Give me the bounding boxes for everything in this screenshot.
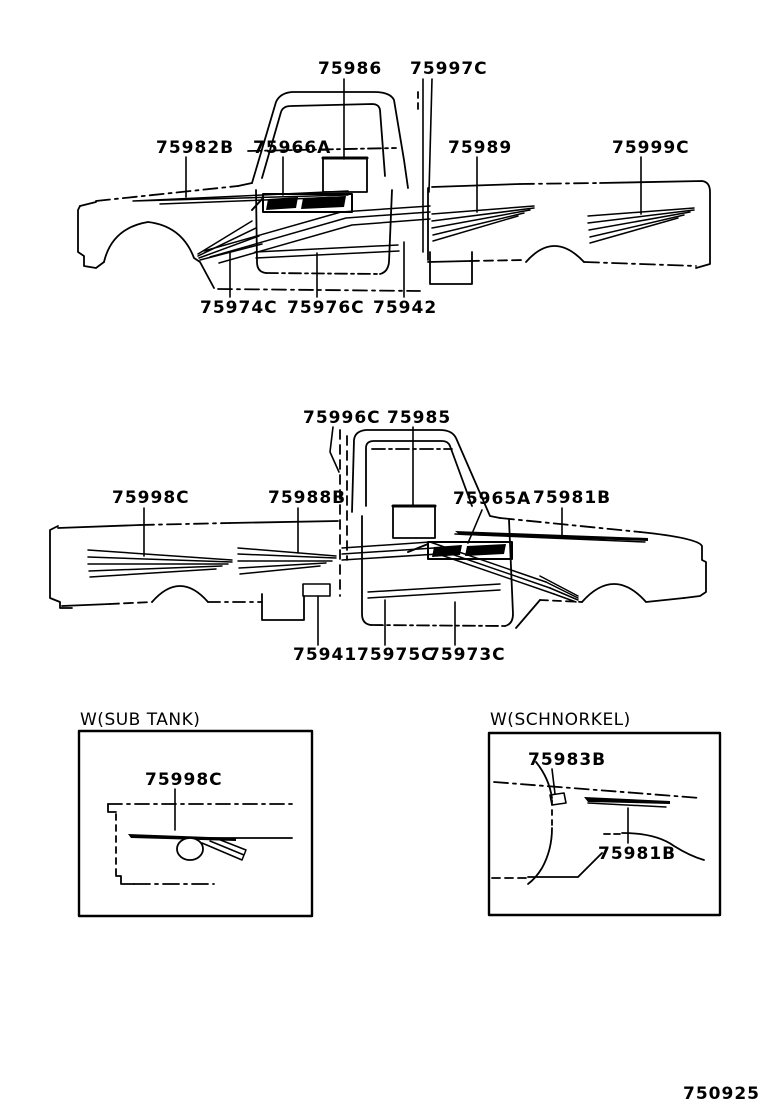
page-code: 750925 (683, 1084, 760, 1104)
part-label-75966A: 75966A (253, 138, 332, 158)
part-label-75988B: 75988B (268, 488, 347, 508)
inset-title-sub-tank: W(SUB TANK) (80, 710, 201, 730)
part-label-75974C: 75974C (200, 298, 278, 318)
truck-bottom-window-decal (393, 506, 435, 538)
truck-top-bed (428, 181, 710, 284)
part-label-75975C: 75975C (357, 645, 435, 665)
truck-bottom-body-outline (50, 430, 706, 628)
inset-part-label-75983B: 75983B (528, 750, 607, 770)
truck-bottom-bed-stripes-rear (88, 550, 232, 577)
part-label-75999C: 75999C (612, 138, 690, 158)
truck-top-body-outline (78, 92, 420, 291)
part-label-75965A: 75965A (453, 489, 532, 509)
part-label-75973C: 75973C (428, 645, 506, 665)
inset-title-schnorkel: W(SCHNORKEL) (490, 710, 631, 730)
inset-part-label-75981B: 75981B (598, 844, 677, 864)
inset-sub-tank-box (79, 731, 312, 916)
part-label-75996C: 75996C (303, 408, 381, 428)
truck-top-bed-stripes-front (432, 206, 534, 241)
truck-top-leader-lines (186, 79, 641, 297)
truck-bottom-door-stripes (303, 542, 578, 602)
part-label-75942: 75942 (373, 298, 438, 318)
part-label-75982B: 75982B (156, 138, 235, 158)
part-label-75941: 75941 (293, 645, 358, 665)
truck-top-window-decal (323, 158, 367, 192)
part-label-75985: 75985 (387, 408, 452, 428)
inset-part-label-75998C: 75998C (145, 770, 223, 790)
truck-bottom-fender-stripe (455, 531, 648, 542)
part-label-75989: 75989 (448, 138, 513, 158)
part-label-75997C: 75997C (410, 59, 488, 79)
part-label-75998C: 75998C (112, 488, 190, 508)
part-label-75986: 75986 (318, 59, 383, 79)
truck-top-door-stripes (198, 206, 430, 263)
part-label-75981B: 75981B (533, 488, 612, 508)
part-label-75976C: 75976C (287, 298, 365, 318)
truck-bottom-bed-stripes-front (238, 548, 336, 574)
